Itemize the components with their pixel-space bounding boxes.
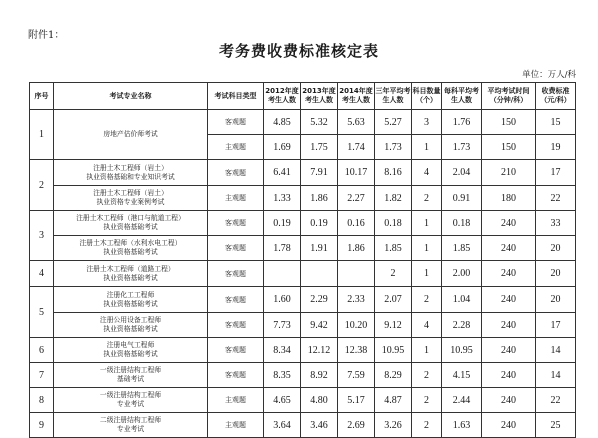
subject-count-cell: 2 <box>412 413 442 438</box>
column-header: 2012年度考生人数 <box>264 83 301 110</box>
serial-number-cell: 7 <box>30 363 54 388</box>
per-subject-average-cell: 10.95 <box>442 338 482 363</box>
exam-name-cell <box>54 211 208 236</box>
year-2014-cell: 10.17 <box>338 160 375 186</box>
exam-name-cell <box>54 338 208 363</box>
exam-name-cell <box>54 287 208 313</box>
type-cell: 客观题 <box>208 236 264 261</box>
three-year-average-cell: 8.16 <box>375 160 412 186</box>
exam-name-line: 执业资格基础考试 <box>103 299 158 308</box>
exam-time-cell: 240 <box>482 211 536 236</box>
year-2013-cell: 1.86 <box>301 186 338 211</box>
table-row <box>30 110 576 135</box>
subject-count-cell: 2 <box>412 186 442 211</box>
fee-standard-cell: 25 <box>536 413 576 438</box>
column-header: 每科平均考生人数 <box>442 83 482 110</box>
exam-name-cell <box>54 363 208 388</box>
three-year-average-cell: 3.26 <box>375 413 412 438</box>
exam-name-line: 专业考试 <box>116 425 145 433</box>
exam-name-cell <box>54 388 208 413</box>
year-2014-cell: 5.63 <box>338 110 375 135</box>
exam-time-cell: 240 <box>482 413 536 438</box>
year-2012-cell: 1.33 <box>264 186 301 211</box>
column-header: 平均考试时间（分钟/科） <box>482 83 536 110</box>
exam-time-cell: 240 <box>482 313 536 338</box>
serial-number-cell: 1 <box>30 110 54 160</box>
exam-name-line: 一级注册结构工程师 <box>99 366 162 374</box>
subject-count-cell: 1 <box>412 261 442 287</box>
exam-time-cell: 150 <box>482 110 536 135</box>
exam-name-cell <box>54 261 208 287</box>
subject-count-cell: 2 <box>412 363 442 388</box>
table-row <box>30 338 576 363</box>
per-subject-average-cell: 2.04 <box>442 160 482 186</box>
exam-time-cell: 240 <box>482 287 536 313</box>
year-2013-cell: 3.46 <box>301 413 338 438</box>
exam-name-cell <box>54 160 208 186</box>
exam-name-line: 注册土木工程师（道路工程） <box>86 264 175 273</box>
fee-standard-cell: 22 <box>536 388 576 413</box>
table-row <box>30 211 576 236</box>
exam-name-line: 房地产估价师考试 <box>103 130 158 138</box>
year-2014-cell: 5.17 <box>338 388 375 413</box>
fee-standard-cell: 22 <box>536 186 576 211</box>
fee-standard-cell: 33 <box>536 211 576 236</box>
exam-name-cell <box>54 413 208 438</box>
serial-number-cell: 4 <box>30 261 54 287</box>
year-2013-cell: 8.92 <box>301 363 338 388</box>
attachment-label: 附件1： <box>28 30 65 41</box>
serial-number-cell: 5 <box>30 287 54 338</box>
exam-name-line: 注册电气工程师 <box>106 341 155 349</box>
year-2014-cell: 7.59 <box>338 363 375 388</box>
exam-name-line: 专业考试 <box>116 400 145 408</box>
table-row <box>30 287 576 313</box>
year-2014-cell: 10.20 <box>338 313 375 338</box>
fee-standard-cell: 15 <box>536 110 576 135</box>
exam-name-line: 注册公用设备工程师 <box>99 316 162 324</box>
type-cell: 客观题 <box>208 338 264 363</box>
three-year-average-cell: 1.85 <box>375 236 412 261</box>
exam-name-line: 执业资格专业案例考试 <box>96 198 165 206</box>
exam-name-line: 执业资格基础考试 <box>103 248 158 256</box>
subject-count-cell: 2 <box>412 388 442 413</box>
year-2012-cell: 3.64 <box>264 413 301 438</box>
exam-name-cell <box>54 236 208 261</box>
subject-count-cell: 1 <box>412 236 442 261</box>
column-header: 考试科目类型 <box>208 83 264 110</box>
exam-time-cell: 240 <box>482 338 536 363</box>
per-subject-average-cell: 1.04 <box>442 287 482 313</box>
three-year-average-cell: 1.73 <box>375 135 412 160</box>
column-header: 科目数量（个） <box>412 83 442 110</box>
exam-time-cell: 240 <box>482 388 536 413</box>
year-2013-cell: 0.19 <box>301 211 338 236</box>
serial-number-cell: 6 <box>30 338 54 363</box>
subject-count-cell: 4 <box>412 313 442 338</box>
year-2012-cell: 4.65 <box>264 388 301 413</box>
year-2012-cell: 6.41 <box>264 160 301 186</box>
year-2012-cell: 8.35 <box>264 363 301 388</box>
subject-count-cell: 3 <box>412 110 442 135</box>
exam-name-line: 基础考试 <box>116 375 145 383</box>
year-2013-cell: 1.91 <box>301 236 338 261</box>
type-cell: 主观题 <box>208 413 264 438</box>
year-2012-cell: 0.19 <box>264 211 301 236</box>
year-2014-cell: 2.27 <box>338 186 375 211</box>
type-cell: 客观题 <box>208 287 264 313</box>
table-row <box>30 363 576 388</box>
year-2014-cell: 1.74 <box>338 135 375 160</box>
per-subject-average-cell: 0.18 <box>442 211 482 236</box>
year-2013-cell: 1.75 <box>301 135 338 160</box>
subject-count-cell: 1 <box>412 211 442 236</box>
exam-name-line: 注册土木工程师（港口与航道工程） <box>76 214 185 222</box>
per-subject-average-cell: 1.76 <box>442 110 482 135</box>
type-cell: 客观题 <box>208 363 264 388</box>
exam-name-line: 执业资格基础考试 <box>103 273 158 282</box>
three-year-average-cell: 8.29 <box>375 363 412 388</box>
column-header: 序号 <box>30 83 54 110</box>
table-row <box>30 388 576 413</box>
three-year-average-cell: 9.12 <box>375 313 412 338</box>
three-year-average-cell: 2.07 <box>375 287 412 313</box>
year-2014-cell: 1.86 <box>338 236 375 261</box>
unit-label: 单位：万人/科 <box>522 70 576 80</box>
fee-standard-cell: 20 <box>536 287 576 313</box>
exam-name-line: 二级注册结构工程师 <box>99 416 162 424</box>
per-subject-average-cell: 2.00 <box>442 261 482 287</box>
year-2013-cell: 2.29 <box>301 287 338 313</box>
table-header-row <box>30 83 576 110</box>
subject-count-cell: 1 <box>412 135 442 160</box>
exam-name-line: 注册化工工程师 <box>106 290 155 299</box>
three-year-average-cell: 4.87 <box>375 388 412 413</box>
table-row <box>30 413 576 438</box>
type-cell: 主观题 <box>208 388 264 413</box>
column-header: 2013年度考生人数 <box>301 83 338 110</box>
table-body <box>30 110 576 438</box>
exam-name-cell <box>54 186 208 211</box>
three-year-average-cell: 5.27 <box>375 110 412 135</box>
subject-count-cell: 2 <box>412 287 442 313</box>
per-subject-average-cell: 1.73 <box>442 135 482 160</box>
fee-standard-table <box>29 82 576 438</box>
year-2013-cell: 7.91 <box>301 160 338 186</box>
exam-time-cell: 210 <box>482 160 536 186</box>
three-year-average-cell: 1.82 <box>375 186 412 211</box>
year-2014-cell: 2.33 <box>338 287 375 313</box>
three-year-average-cell: 0.18 <box>375 211 412 236</box>
fee-standard-cell: 17 <box>536 313 576 338</box>
subject-count-cell: 1 <box>412 338 442 363</box>
serial-number-cell: 2 <box>30 160 54 211</box>
exam-name-line: 执业资格基础和专业知识考试 <box>86 172 175 181</box>
fee-standard-cell: 19 <box>536 135 576 160</box>
type-cell: 客观题 <box>208 313 264 338</box>
fee-standard-cell: 20 <box>536 261 576 287</box>
type-cell: 客观题 <box>208 110 264 135</box>
year-2014-cell: 12.38 <box>338 338 375 363</box>
per-subject-average-cell: 1.85 <box>442 236 482 261</box>
type-cell: 客观题 <box>208 211 264 236</box>
year-2012-cell: 7.73 <box>264 313 301 338</box>
type-cell: 主观题 <box>208 135 264 160</box>
exam-time-cell: 240 <box>482 363 536 388</box>
type-cell: 客观题 <box>208 261 264 287</box>
type-cell: 主观题 <box>208 186 264 211</box>
column-header: 三年平均考生人数 <box>375 83 412 110</box>
table-row <box>30 261 576 287</box>
year-2012-cell <box>264 261 301 287</box>
serial-number-cell: 8 <box>30 388 54 413</box>
exam-name-cell <box>54 313 208 338</box>
per-subject-average-cell: 2.28 <box>442 313 482 338</box>
column-header: 2014年度考生人数 <box>338 83 375 110</box>
three-year-average-cell: 2 <box>375 261 412 287</box>
year-2014-cell <box>338 261 375 287</box>
fee-standard-cell: 14 <box>536 363 576 388</box>
year-2013-cell: 9.42 <box>301 313 338 338</box>
per-subject-average-cell: 1.63 <box>442 413 482 438</box>
exam-time-cell: 240 <box>482 261 536 287</box>
exam-name-line: 注册土木工程师（岩土） <box>93 189 168 197</box>
year-2013-cell: 5.32 <box>301 110 338 135</box>
serial-number-cell: 9 <box>30 413 54 438</box>
table-row <box>30 313 576 338</box>
year-2014-cell: 0.16 <box>338 211 375 236</box>
column-header: 考试专业名称 <box>54 83 208 110</box>
year-2013-cell: 4.80 <box>301 388 338 413</box>
year-2012-cell: 1.78 <box>264 236 301 261</box>
exam-name-cell <box>54 110 208 160</box>
exam-time-cell: 240 <box>482 236 536 261</box>
fee-standard-cell: 14 <box>536 338 576 363</box>
exam-name-line: 执业资格基础考试 <box>103 350 158 358</box>
type-cell: 客观题 <box>208 160 264 186</box>
exam-time-cell: 150 <box>482 135 536 160</box>
exam-time-cell: 180 <box>482 186 536 211</box>
column-header: 收费标准（元/科） <box>536 83 576 110</box>
year-2012-cell: 1.60 <box>264 287 301 313</box>
per-subject-average-cell: 2.44 <box>442 388 482 413</box>
exam-name-line: 执业资格基础考试 <box>103 223 158 231</box>
serial-number-cell: 3 <box>30 211 54 261</box>
exam-name-line: 一级注册结构工程师 <box>99 391 162 399</box>
per-subject-average-cell: 0.91 <box>442 186 482 211</box>
exam-name-line: 注册土木工程师（水利水电工程） <box>79 239 182 247</box>
fee-standard-cell: 17 <box>536 160 576 186</box>
per-subject-average-cell: 4.15 <box>442 363 482 388</box>
exam-name-line: 执业资格基础考试 <box>103 325 158 333</box>
fee-standard-cell: 20 <box>536 236 576 261</box>
table-row <box>30 236 576 261</box>
year-2013-cell: 12.12 <box>301 338 338 363</box>
subject-count-cell: 4 <box>412 160 442 186</box>
year-2014-cell: 2.69 <box>338 413 375 438</box>
year-2013-cell <box>301 261 338 287</box>
year-2012-cell: 1.69 <box>264 135 301 160</box>
three-year-average-cell: 10.95 <box>375 338 412 363</box>
document-title: 考务费收费标准核定表 <box>218 42 379 60</box>
exam-name-line: 注册土木工程师（岩土） <box>93 163 168 172</box>
table-row <box>30 160 576 186</box>
year-2012-cell: 8.34 <box>264 338 301 363</box>
year-2012-cell: 4.85 <box>264 110 301 135</box>
table-row <box>30 186 576 211</box>
